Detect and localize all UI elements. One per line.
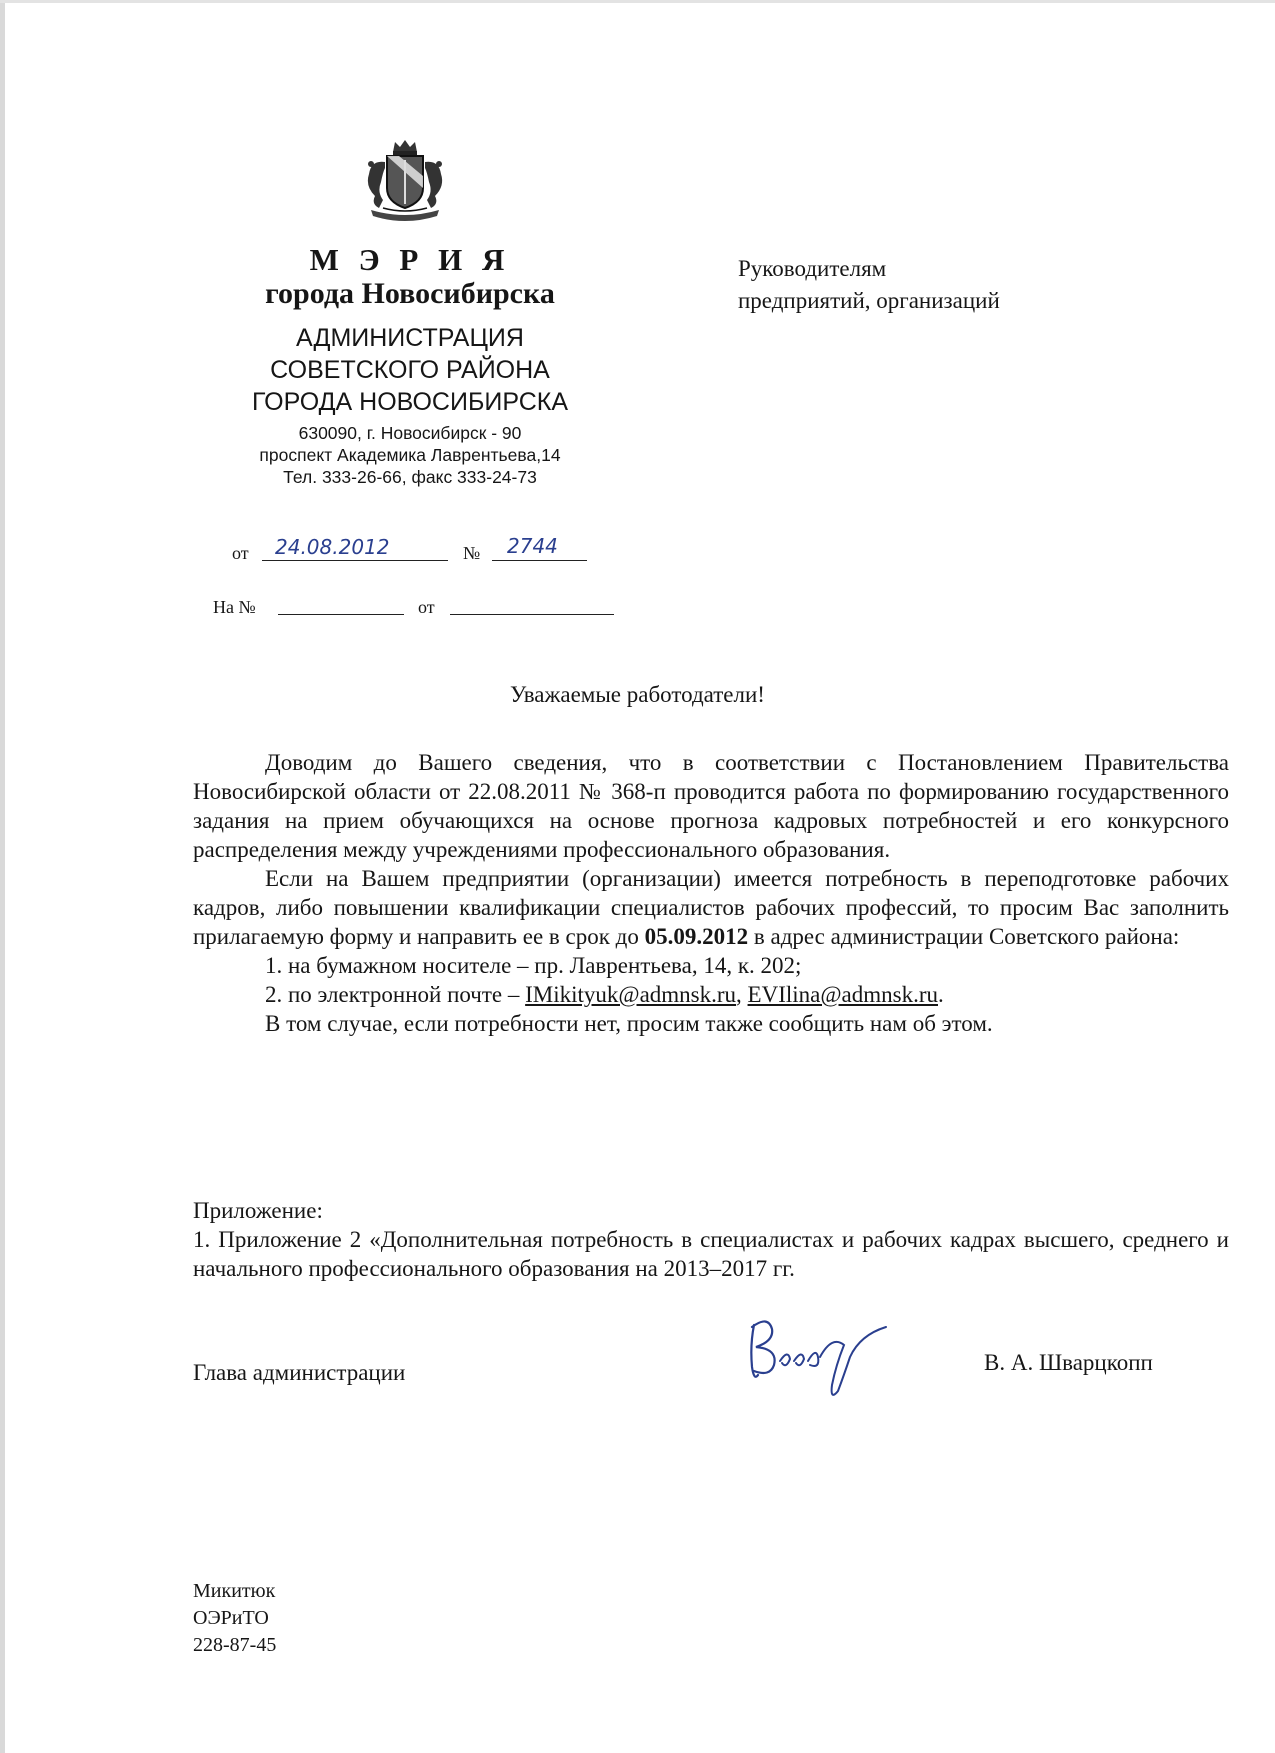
registration-date: 24.08.2012 xyxy=(275,535,390,559)
reply-date-underline xyxy=(450,614,614,615)
handwritten-signature-icon xyxy=(740,1305,890,1405)
recipient-line: Руководителям xyxy=(738,256,887,281)
list-item-paper: 1. на бумажном носителе – пр. Лаврентьева, 14, к. 202; xyxy=(265,953,802,978)
paragraph-1: Доводим до Вашего сведения, что в соответствии с Постановлением Правительства Новосибирской области от 22.08.2011 № 368-п проводится работа по формированию государственного задания на прием обучающихся на основе прогноза кадровых потребностей и его конкурсного распределения между учреждениями профессионального образования. xyxy=(193,750,1229,862)
email-suffix: . xyxy=(938,982,944,1007)
signatory-name: В. А. Шварцкопп xyxy=(984,1350,1153,1375)
admin-line: СОВЕТСКОГО РАЙОНА xyxy=(270,356,550,384)
executor-name: Микитюк xyxy=(193,1580,276,1602)
executor-phone: 228-87-45 xyxy=(193,1634,277,1656)
email-link-mikityuk[interactable]: IMikityuk@admnsk.ru xyxy=(525,982,737,1007)
address-line: 630090, г. Новосибирск - 90 xyxy=(298,423,522,443)
letterhead xyxy=(200,240,620,488)
scan-edge xyxy=(0,0,5,1753)
list-item-email xyxy=(193,980,1229,1009)
reply-date-label: от xyxy=(418,597,435,617)
signatory-title: Глава администрации xyxy=(193,1360,406,1385)
date-label: от xyxy=(232,543,249,563)
recipient xyxy=(738,253,1000,317)
letter-body xyxy=(193,748,1229,1038)
paragraph-2-start: Если на Вашем предприятии (организации) имеется потребность в переподготовке рабочих кадров, либо повышении квалификации специалистов рабочих профессий, то просим Вас заполнить прилагаемую форму и направить ее в срок до xyxy=(193,866,1229,949)
email-link-ilina[interactable]: EVIlina@admnsk.ru xyxy=(747,982,938,1007)
attachment-label: Приложение: xyxy=(193,1198,323,1223)
scan-edge-top xyxy=(0,0,1275,3)
email-prefix: 2. по электронной почте – xyxy=(265,982,526,1007)
greeting: Уважаемые работодатели! xyxy=(510,682,765,707)
date-underline xyxy=(262,560,448,561)
recipient-line: предприятий, организаций xyxy=(738,288,1000,313)
admin-line: АДМИНИСТРАЦИЯ xyxy=(296,324,524,352)
admin-line: ГОРОДА НОВОСИБИРСКА xyxy=(251,388,569,416)
executor-info xyxy=(193,1578,276,1659)
number-label: № xyxy=(463,543,481,563)
coat-of-arms-icon xyxy=(357,138,453,222)
reply-number-underline xyxy=(278,614,404,615)
email-separator: , xyxy=(736,982,748,1007)
city-title: города Новосибирска xyxy=(265,277,555,310)
paragraph-2-end: в адрес администрации Советского района: xyxy=(748,924,1180,949)
attachment-item: 1. Приложение 2 «Дополнительная потребность в специалистах и рабочих кадрах высшего, среднего и начального профессионального образования на 2013–2017 гг. xyxy=(193,1227,1229,1281)
reply-number-label: На № xyxy=(213,597,256,617)
address-line: проспект Академика Лаврентьева,14 xyxy=(259,445,561,465)
mayor-title: М Э Р И Я xyxy=(309,242,511,277)
paragraph-2 xyxy=(193,864,1229,951)
executor-department: ОЭРиТО xyxy=(193,1607,269,1629)
number-underline xyxy=(492,560,587,561)
phone-line: Тел. 333-26-66, факс 333-24-73 xyxy=(283,467,537,487)
deadline-date: 05.09.2012 xyxy=(644,924,749,949)
registration-number: 2744 xyxy=(507,534,558,558)
attachment-section xyxy=(193,1196,1229,1283)
paragraph-3: В том случае, если потребности нет, просим также сообщить нам об этом. xyxy=(265,1011,993,1036)
